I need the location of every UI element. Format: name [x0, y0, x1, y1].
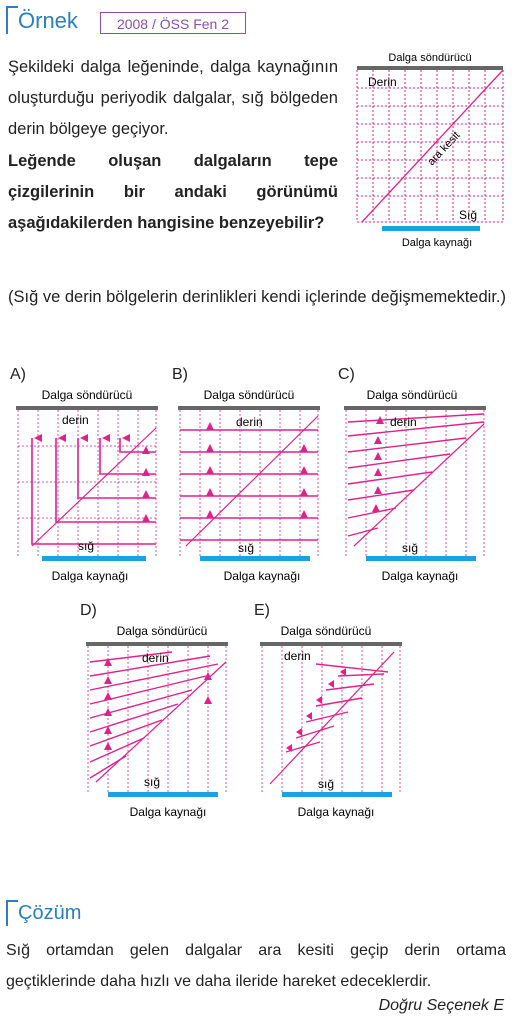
- option-c-figure: [340, 386, 490, 586]
- option-e-top-label: Dalga söndürücü: [280, 624, 372, 638]
- question-note: (Sığ ve derin bölgelerin derinlikleri kendi içlerinde değişmemektedir.): [8, 288, 506, 306]
- question-text: Şekildeki dalga leğeninde, dalga kaynağının oluşturduğu periyodik dalgalar, sığ bölgeden derin bölgeye geçiyor.: [8, 58, 338, 138]
- answer-label: Doğru Seçenek E: [378, 997, 504, 1014]
- option-d-deep-label: derin: [142, 651, 169, 665]
- solution-text: Sığ ortamdan gelen dalgalar ara kesiti geçip derin ortama geçtiklerinde daha hızlı ve daha ileride hareket edeceklerdir.: [6, 942, 506, 990]
- question-bold: Leğende oluşan dalgaların tepe çizgilerinin bir andaki görünümü aşağıdakilerden hangisine benzeyebilir?: [8, 152, 338, 232]
- damper-bar: [260, 642, 402, 646]
- option-c-wavefronts: [348, 414, 484, 536]
- option-a-grid: [18, 410, 156, 558]
- example-title: Örnek: [18, 8, 78, 33]
- option-a-shallow-label: sığ: [78, 539, 95, 553]
- option-c-bottom-label: Dalga kaynağı: [381, 569, 459, 583]
- option-e-bottom-label: Dalga kaynağı: [297, 805, 375, 819]
- solution-bracket: [6, 900, 18, 926]
- wave-source-bar: [42, 556, 146, 561]
- option-a-letter: A): [10, 366, 26, 383]
- option-e-arrows: [286, 668, 346, 752]
- option-a-figure: [12, 386, 162, 586]
- solution-title: Çözüm: [18, 902, 82, 924]
- option-d-top-label: Dalga söndürücü: [116, 624, 208, 638]
- interface-line: [186, 416, 318, 546]
- damper-bar: [16, 406, 158, 410]
- option-a-arrows: [34, 434, 150, 522]
- option-a-bottom-label: Dalga kaynağı: [51, 569, 129, 583]
- option-c-shallow-label: sığ: [402, 541, 419, 555]
- option-d-letter: D): [80, 602, 97, 619]
- damper-bar: [86, 642, 228, 646]
- option-b-wavefronts: [180, 430, 318, 540]
- option-e-figure: [256, 622, 408, 822]
- option-c-grid: [346, 410, 484, 558]
- main-shallow-label: Sığ: [459, 208, 478, 222]
- example-bracket: [6, 6, 18, 34]
- option-b-arrows: [206, 422, 308, 518]
- option-e-letter: E): [254, 602, 270, 619]
- option-b-shallow-label: sığ: [238, 541, 255, 555]
- main-boundary-label: ara kesit: [425, 129, 463, 169]
- main-bottom-label: Dalga kaynağı: [401, 237, 473, 249]
- option-a-top-label: Dalga söndürücü: [41, 388, 133, 402]
- wave-source-bar: [108, 792, 218, 797]
- option-b-letter: B): [172, 366, 188, 383]
- option-e-shallow-label: sığ: [318, 777, 335, 791]
- interface-line: [270, 652, 394, 784]
- option-e-deep-label: derin: [284, 649, 311, 663]
- damper-bar: [357, 66, 503, 70]
- wave-source-bar: [282, 792, 392, 797]
- source-badge: 2008 / ÖSS Fen 2: [100, 12, 246, 34]
- damper-bar: [178, 406, 320, 410]
- option-b-bottom-label: Dalga kaynağı: [223, 569, 301, 583]
- option-a-deep-label: derin: [62, 413, 89, 427]
- option-b-figure: [174, 386, 324, 586]
- interface-line: [354, 424, 484, 546]
- main-figure: [352, 48, 508, 252]
- option-d-grid: [88, 646, 226, 794]
- wave-source-bar: [382, 226, 480, 231]
- option-d-shallow-label: sığ: [144, 775, 161, 789]
- option-e-wavefronts: [286, 664, 388, 752]
- option-c-top-label: Dalga söndürücü: [366, 388, 458, 402]
- option-d-figure: [82, 622, 234, 822]
- main-top-label: Dalga söndürücü: [388, 52, 472, 64]
- option-c-letter: C): [338, 366, 355, 383]
- option-b-top-label: Dalga söndürücü: [203, 388, 295, 402]
- main-deep-label: Derin: [368, 75, 397, 89]
- option-d-arrows: [104, 658, 212, 750]
- option-b-deep-label: derin: [236, 415, 263, 429]
- option-c-deep-label: derin: [390, 415, 417, 429]
- wave-source-bar: [200, 556, 310, 561]
- option-d-bottom-label: Dalga kaynağı: [129, 805, 207, 819]
- wave-source-bar: [366, 556, 476, 561]
- interface-line: [362, 70, 503, 222]
- damper-bar: [344, 406, 486, 410]
